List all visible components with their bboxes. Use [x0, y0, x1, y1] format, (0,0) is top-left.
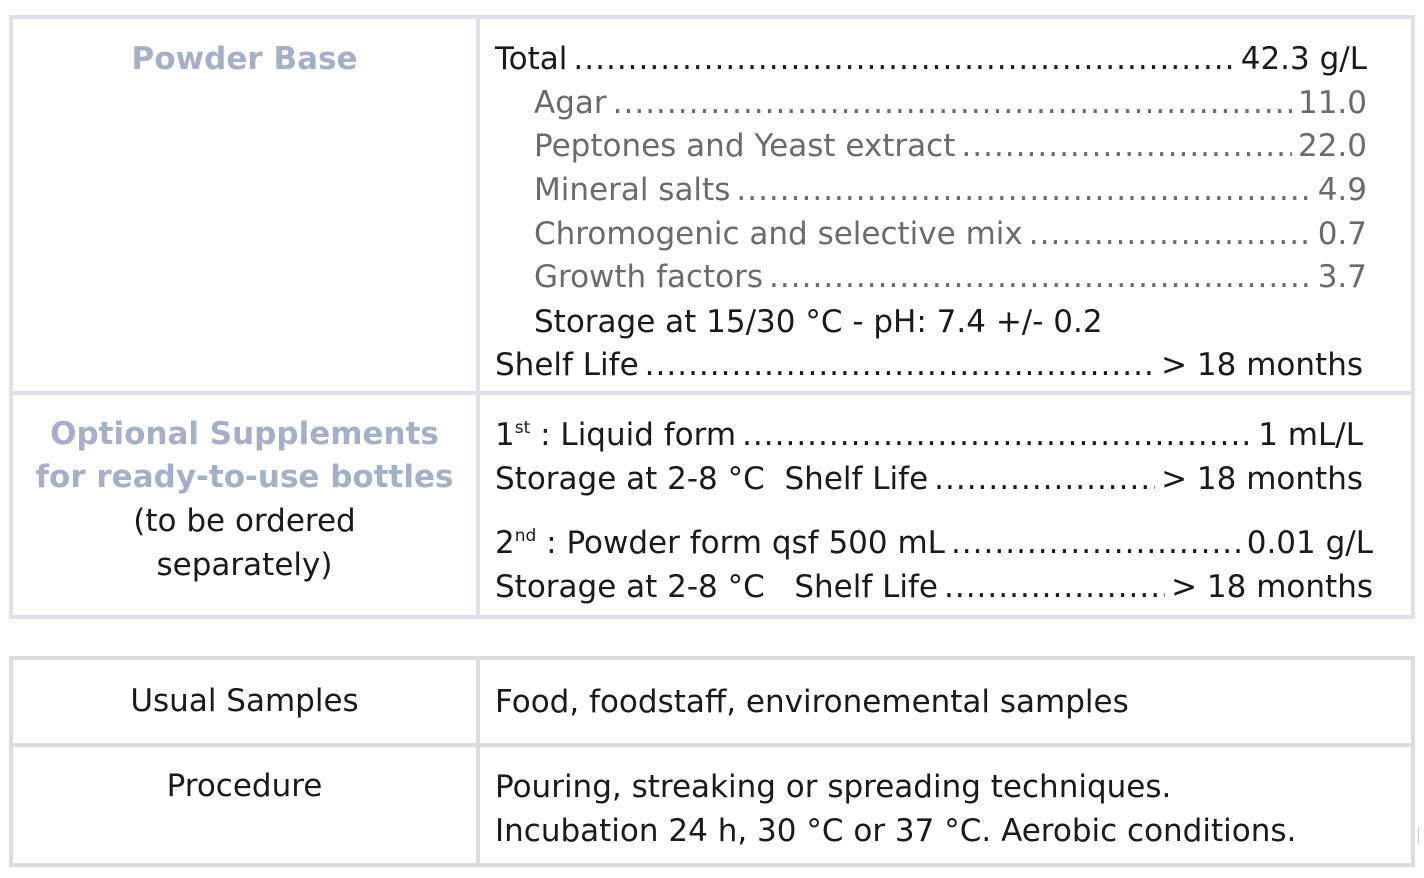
ingredient-row [534, 255, 1367, 299]
ingredient-value: 0.7 [1317, 216, 1367, 252]
procedure-line: Incubation 24 h, 30 °C or 37 °C. Aerobic conditions. [495, 813, 1297, 849]
shelf-life-row [495, 343, 1363, 387]
ingredient-label: Mineral salts [534, 172, 731, 208]
supplement-2-value: 0.01 g/L [1246, 525, 1373, 561]
usual-samples-value: Food, foodstaff, environemental samples [495, 684, 1129, 720]
ingredient-row [534, 212, 1367, 256]
procedure-label: Procedure [166, 768, 323, 804]
powder-base-heading: Powder Base [131, 41, 358, 77]
supplement-2-storage: Storage at 2-8 °C Shelf Life [495, 569, 938, 605]
composition-table [9, 15, 1415, 619]
supplements-note: separately) [156, 547, 333, 583]
supplement-1-label: 1st : Liquid form [495, 417, 737, 453]
ingredient-value: 22.0 [1297, 128, 1367, 164]
procedure-line: Pouring, streaking or spreading techniques. [495, 769, 1172, 805]
supplement-1-row [495, 413, 1363, 457]
ingredient-label: Peptones and Yeast extract [534, 128, 956, 164]
column-divider [476, 660, 480, 863]
total-row [495, 37, 1367, 81]
usual-samples-label: Usual Samples [130, 683, 359, 719]
shelf-life-value: > 18 months [1161, 347, 1363, 383]
usage-table [9, 656, 1415, 867]
ingredient-row [534, 81, 1367, 125]
ingredient-label: Growth factors [534, 259, 764, 295]
ingredient-row [534, 124, 1367, 168]
supplement-1-value: 1 mL/L [1258, 417, 1363, 453]
supplement-2-storage-row [495, 565, 1373, 609]
ingredient-label: Chromogenic and selective mix [534, 216, 1023, 252]
row-divider [13, 391, 1411, 395]
powder-storage: Storage at 15/30 °C - pH: 7.4 +/- 0.2 [534, 304, 1103, 340]
shelf-life-label: Shelf Life [495, 347, 639, 383]
ingredient-label: Agar [534, 85, 607, 121]
ingredient-value: 11.0 [1297, 85, 1367, 121]
supplement-1-shelf-value: > 18 months [1161, 461, 1363, 497]
total-label: Total [495, 41, 568, 77]
supplement-1-storage-row [495, 457, 1363, 501]
supplement-2-row [495, 521, 1373, 565]
supplement-2-label: 2nd : Powder form qsf 500 mL [495, 525, 945, 561]
supplements-note: (to be ordered [133, 503, 356, 539]
supplements-heading: Optional Supplements [50, 416, 439, 452]
supplements-subheading: for ready-to-use bottles [35, 459, 454, 495]
ingredient-row [534, 168, 1367, 212]
supplement-1-storage: Storage at 2-8 °C Shelf Life [495, 461, 929, 497]
row-divider [13, 743, 1411, 747]
total-value: 42.3 g/L [1240, 41, 1367, 77]
page-edge-mark [1418, 826, 1422, 844]
ingredient-value: 4.9 [1317, 172, 1367, 208]
ingredient-value: 3.7 [1317, 259, 1367, 295]
supplement-2-shelf-value: > 18 months [1171, 569, 1373, 605]
column-divider [476, 19, 480, 615]
